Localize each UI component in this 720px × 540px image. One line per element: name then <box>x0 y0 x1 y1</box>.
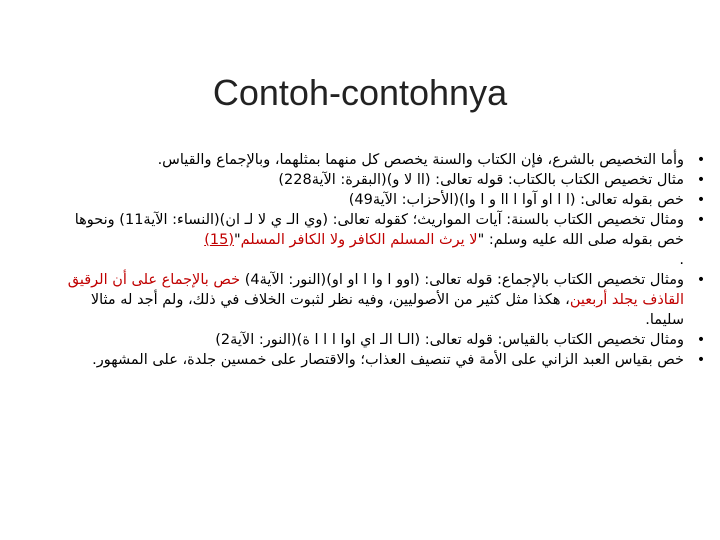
bullet-text: خص بقياس العبد الزاني على الأمة في تنصيف العذاب؛ والاقتصار على خمسين جلدة، على المشهور. <box>92 352 684 368</box>
bullet-dot-icon: • <box>696 212 706 228</box>
bullet-dot-icon: • <box>696 172 706 188</box>
bullet-text: . <box>679 252 684 268</box>
bullet-text: ومثال تخصيص الكتاب بالقياس: قوله تعالى: (الـا الـ اي اوا ا ا ا ة)(النور: الآية2) <box>215 332 684 348</box>
bullet-item <box>48 330 710 350</box>
bullet-dot-icon: • <box>696 192 706 208</box>
highlighted-text: لا يرث المسلم الكافر ولا الكافر المسلم <box>240 232 478 248</box>
bullet-text: ، هكذا مثل كثير من الأصوليين، وفيه نظر لثبوت الخلاف في ذلك، ولم أجد له مثالا سليما. <box>90 292 684 328</box>
bullet-dot-icon: • <box>696 152 706 168</box>
slide-title: Contoh-contohnya <box>212 72 508 113</box>
bullet-text: مثال تخصيص الكتاب بالكتاب: قوله تعالى: (اا لا و)(البقرة: الآية228) <box>278 172 684 188</box>
bullet-item <box>48 270 710 330</box>
bullet-text: " <box>233 232 241 248</box>
highlighted-text: (15) <box>204 232 234 248</box>
bullet-item <box>48 150 710 170</box>
bullet-item <box>48 190 710 210</box>
bullet-text: خص بقوله تعالى: (ا ا او آوا ا اا و ا وا)(الأحزاب: الآية49) <box>348 192 684 208</box>
bullet-item <box>48 350 710 370</box>
bullet-item <box>48 250 710 270</box>
bullet-text: ومثال تخصيص الكتاب بالإجماع: قوله تعالى: (اوو ا وا ا او او)(النور: الآية4) <box>240 272 684 288</box>
bullet-dot-icon: • <box>696 272 706 288</box>
slide-content <box>48 150 710 370</box>
bullet-item <box>48 170 710 190</box>
bullet-item <box>48 210 710 250</box>
bullet-text: ومثال تخصيص الكتاب بالسنة: آيات المواريث؛ كقوله تعالى: (وي الـ ي لا لـ ان)(النساء: الآية11) ونحوها خص بقوله صلى الله عليه وسلم: " <box>74 212 684 248</box>
bullet-dot-icon: • <box>696 332 706 348</box>
highlighted-text: خص بالإجماع على أن الرقيق القاذف يجلد أربعين <box>67 272 684 308</box>
bullet-dot-icon: • <box>696 352 706 368</box>
bullet-text: وأما التخصيص بالشرع، فإن الكتاب والسنة يخصص كل منهما بمثلهما، وبالإجماع والقياس. <box>157 152 684 168</box>
